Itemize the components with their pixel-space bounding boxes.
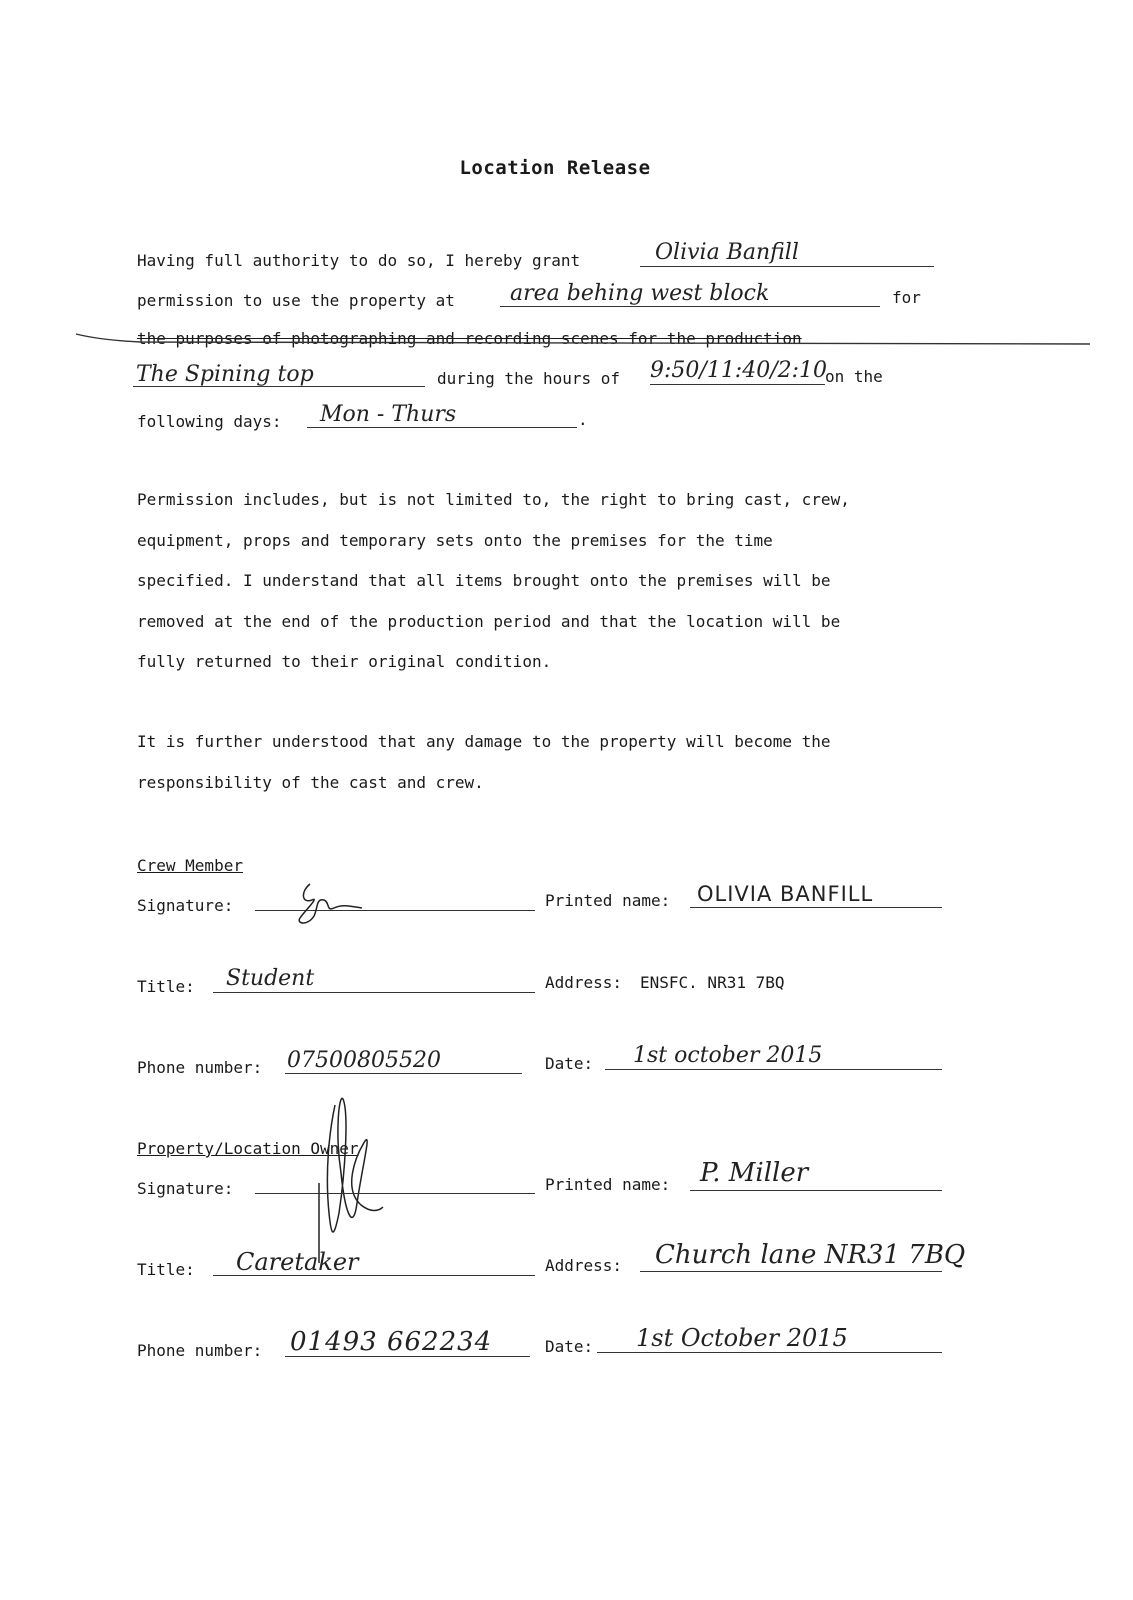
crew-signature-scribble (290, 878, 380, 928)
crew-signature-label: Signature: (137, 896, 234, 915)
days-underline (307, 427, 577, 428)
grant-line2-suffix: for (892, 288, 921, 307)
crew-date-line (605, 1069, 942, 1070)
owner-printed-name-line (690, 1190, 942, 1191)
crew-title-handwritten: Student (226, 966, 315, 991)
permission-line: equipment, props and temporary sets onto the premises for the time (137, 530, 773, 550)
grantee-underline (640, 266, 934, 267)
damage-line: It is further understood that any damage to the property will become the (137, 732, 831, 751)
crew-printed-name-handwritten: OLIVIA BANFILL (697, 882, 874, 906)
document-title: Location Release (459, 157, 651, 179)
grant-line2-prefix: permission to use the property at (137, 291, 455, 310)
hours-prefix: during the hours of (437, 369, 621, 388)
strike-through-mark (0, 325, 1133, 355)
permission-line: removed at the end of the production period and that the location will be (137, 611, 841, 631)
production-handwritten: The Spining top (136, 362, 314, 387)
crew-address-label: Address: (545, 973, 623, 992)
property-underline (500, 306, 880, 307)
grantee-handwritten: Olivia Banfill (655, 240, 799, 265)
crew-date-handwritten: 1st october 2015 (633, 1043, 823, 1068)
owner-printed-name-handwritten: P. Miller (700, 1158, 809, 1188)
owner-address-line (640, 1271, 942, 1272)
crew-heading: Crew Member (137, 856, 243, 875)
hours-underline (650, 384, 825, 385)
owner-address-handwritten: Church lane NR31 7BQ (655, 1240, 966, 1270)
crew-printed-name-line (690, 907, 942, 908)
owner-phone-label: Phone number: (137, 1341, 263, 1360)
permission-line: fully returned to their original condition. (137, 652, 552, 671)
owner-signature-scribble (305, 1093, 385, 1263)
crew-printed-name-label: Printed name: (545, 891, 671, 910)
damage-line: responsibility of the cast and crew. (137, 772, 484, 792)
owner-date-handwritten: 1st October 2015 (636, 1324, 848, 1352)
owner-printed-name-label: Printed name: (545, 1175, 671, 1194)
owner-signature-line (255, 1193, 535, 1194)
days-prefix: following days: (137, 412, 282, 431)
days-handwritten: Mon - Thurs (320, 402, 457, 427)
crew-date-label: Date: (545, 1054, 594, 1073)
owner-heading: Property/Location Owner (137, 1139, 359, 1158)
owner-date-label: Date: (545, 1337, 594, 1356)
crew-title-label: Title: (137, 977, 195, 996)
owner-date-line (597, 1352, 942, 1353)
permission-line: Permission includes, but is not limited to, the right to bring cast, crew, (137, 490, 850, 509)
damage-paragraph (137, 722, 831, 803)
owner-title-label: Title: (137, 1260, 195, 1279)
permission-line: specified. I understand that all items brought onto the premises will be (137, 571, 831, 590)
owner-signature-label: Signature: (137, 1179, 234, 1198)
crew-phone-line (285, 1073, 522, 1074)
owner-title-handwritten: Caretaker (236, 1248, 359, 1276)
grant-line1-prefix: Having full authority to do so, I hereby grant (137, 251, 581, 270)
crew-phone-handwritten: 07500805520 (287, 1048, 441, 1073)
owner-phone-handwritten: 01493 662234 (290, 1327, 493, 1357)
hours-handwritten: 9:50/11:40/2:10 (650, 358, 828, 383)
permission-paragraph (137, 480, 850, 683)
crew-phone-label: Phone number: (137, 1058, 263, 1077)
crew-address-value: ENSFC. NR31 7BQ (640, 973, 785, 992)
struck-purposes-line: the purposes of photographing and recording scenes for the production (137, 329, 802, 348)
hours-suffix: on the (825, 367, 883, 386)
property-handwritten: area behing west block (510, 281, 770, 306)
owner-address-label: Address: (545, 1256, 623, 1275)
days-suffix: . (578, 410, 588, 429)
crew-title-line (213, 992, 535, 993)
